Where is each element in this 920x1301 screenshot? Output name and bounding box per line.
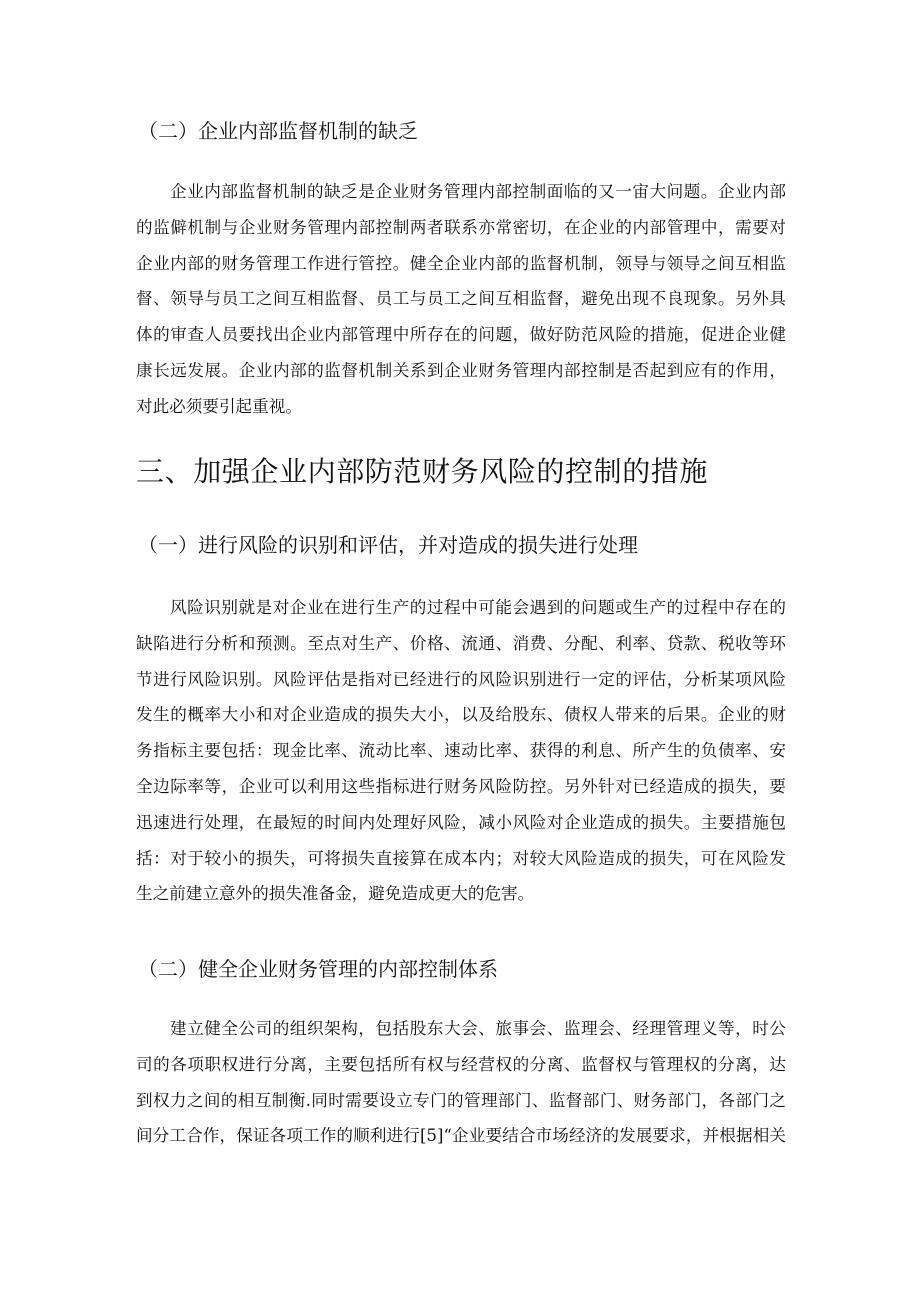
paragraph-line: 括：对于较小的损失，可将损失直接算在成本内；对较大风险造成的损失，可在风险发 <box>136 848 786 868</box>
paragraph-line: 司的各项职权进行分离，主要包括所有权与经营权的分离、监督权与管理权的分离，达 <box>136 1054 786 1074</box>
paragraph-line: 缺陷进行分析和预测。至点对生产、价格、流通、消费、分配、利率、贷款、税收等环 <box>136 633 786 653</box>
paragraph-line: 风险识别就是对企业在进行生产的过程中可能会遇到的问题或生产的过程中存在的 <box>170 598 786 617</box>
paragraph-line: 生之前建立意外的损失准备金，避免造成更大的危害。 <box>136 884 535 904</box>
paragraph-risk-identification <box>136 590 786 912</box>
paragraph-line: 体的审查人员要找出企业内部管理中所存在的问题，做好防范风险的措施，促进企业健 <box>136 325 786 345</box>
paragraph-line: 企业内部监督机制的缺乏是企业财务管理内部控制面临的又一宙大问题。企业内部 <box>170 182 786 201</box>
section-heading-2-2: （二）企业内部监督机制的缺乏 <box>138 119 418 143</box>
section-heading-3-2: （二）健全企业财务管理的内部控制体系 <box>138 957 498 981</box>
paragraph-line: 发生的概率大小和对企业造成的损失大小，以及给股东、债权人带来的后果。企业的财 <box>136 705 786 725</box>
paragraph-line: 全边际率等，企业可以利用这些指标进行财务风险防控。另外针对已经造成的损失，要 <box>136 776 786 796</box>
paragraph-line: 企业内部的财务管理工作进行管控。健全企业内部的监督机制，领导与领导之间互相监 <box>136 253 786 273</box>
section-heading-3-1: （一）进行风险的识别和评估，并对造成的损失进行处理 <box>138 533 638 557</box>
paragraph-internal-control-system <box>136 1011 786 1154</box>
paragraph-internal-supervision <box>136 174 786 425</box>
paragraph-line: 到权力之间的相互制衡.同时需要设立专门的管理部门、监督部门、财务部门，各部门之 <box>136 1090 786 1110</box>
paragraph-line: 迅速进行处理，在最短的时间内处理好风险，减小风险对企业造成的损失。主要措施包 <box>136 812 786 832</box>
section-heading-3: 三、加强企业内部防范财务风险的控制的措施 <box>136 455 709 488</box>
paragraph-line: 对此必须要引起重视。 <box>136 396 302 416</box>
paragraph-line: 康长远发展。企业内部的监督机制关系到企业财务管理内部控制是否起到应有的作用， <box>136 360 786 380</box>
paragraph-line: 间分工合作，保证各项工作的顺利进行[5]“企业要结合市场经济的发展要求，并根据相关 <box>136 1126 786 1146</box>
paragraph-line: 节进行风险识别。风险评估是指对已经进行的风险识别进行一定的评估，分析某项风险 <box>136 669 786 689</box>
paragraph-line: 的监僻机制与企业财务管理内部控制两者联系亦常密切，在企业的内部管理中，需要对 <box>136 217 786 237</box>
paragraph-line: 务指标主要包括：现金比率、流动比率、速动比率、获得的利息、所产生的负债率、安 <box>136 741 786 761</box>
paragraph-line: 督、领导与员工之间互相监督、员工与员工之间互相监督，避免出现不良现象。另外具 <box>136 289 786 309</box>
paragraph-line: 建立健全公司的组织架构，包括股东大会、旅事会、监理会、经理管理义等，时公 <box>170 1019 786 1038</box>
